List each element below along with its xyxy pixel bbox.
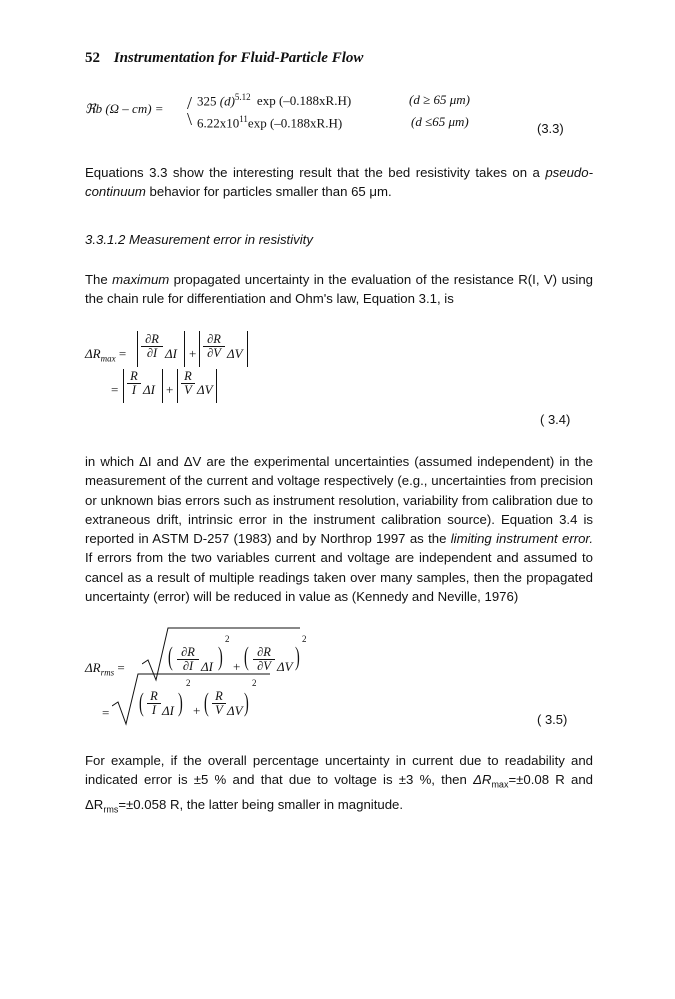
eq35-paren: ) — [177, 688, 183, 717]
eq34-delta-i-2: ΔI — [143, 382, 155, 397]
eq33-line2-condition: (d ≤65 μm) — [411, 114, 469, 129]
paragraph-1: Equations 3.3 show the interesting result that the bed resistivity takes on a pseudo-continuum behavior for particles smaller than 65 μm. — [85, 165, 593, 200]
eq33-lhs: ℜb (Ω – cm) = — [85, 101, 164, 116]
eq33-line1: 325 $(d)^{5.12}$ exp (–0.188xR.H) — [197, 92, 352, 109]
running-header — [85, 50, 363, 67]
eq35-eq2: = — [102, 705, 110, 720]
eq35-square: 2 — [252, 678, 257, 688]
eq34-abs-bar — [177, 369, 178, 403]
section-heading: 3.3.1.2 Measurement error in resistivity — [85, 232, 313, 247]
eq33-brace-lower: \ — [187, 109, 193, 129]
paragraph-3: in which ΔI and ΔV are the experimental uncertainties (assumed independent) in the measurement of the current and voltage respectively (e.g., uncertainties from precision or unknown bias errors such as instrument resolution, variability from calibration due to extraneous drift, intrinsic error in the instrument calibration source). Equation 3.4 is reported in ASTM D-257 (1983) and by Northrop 1997 as the limiting instrument error. If errors from the two variables current and voltage are independent and assumed to cancel as a result of multiple readings taken over many samples, then the propagated uncertainty (error) will be reduced in value as (Kennedy and Neville, 1976) — [85, 454, 594, 605]
eq34-frac-R-I: $\frac{R}{I}$ — [127, 370, 141, 397]
eq35-paren: ( — [203, 688, 209, 717]
eq35-delta-i-2: ΔI — [162, 703, 174, 718]
eq34-abs-bar — [162, 369, 163, 403]
eq35-paren: ) — [294, 642, 300, 671]
eq34-frac-dR-dV: $\frac{\partial R}{\partial V}$ — [203, 333, 225, 360]
eq33-number: (3.3) — [537, 121, 564, 136]
eq34-eq2: = — [111, 382, 119, 397]
eq34-plus-2: + — [166, 382, 174, 397]
eq34-frac-R-V: $\frac{R}{V}$ — [181, 370, 195, 397]
eq35-frac-dR-dV: $\frac{\partial R}{\partial V}$ — [253, 646, 275, 673]
eq35-paren: ( — [167, 642, 173, 671]
paragraph-2: The maximum propagated uncertainty in the evaluation of the resistance R(I, V) using the chain rule for differentiation and Ohm's law, Equation 3.1, is — [85, 272, 593, 307]
eq35-square: 2 — [302, 634, 307, 644]
eq35-frac-dR-dI: $\frac{\partial R}{\partial I}$ — [177, 646, 199, 673]
eq34-lhs: $\Delta R_{max}$ = — [85, 346, 127, 364]
eq34-delta-v: ΔV — [227, 346, 243, 361]
eq35-frac-R-V: $\frac{R}{V}$ — [212, 690, 226, 717]
eq33-brace-upper: / — [187, 93, 193, 113]
eq34-abs-bar — [123, 369, 124, 403]
eq35-square: 2 — [186, 678, 191, 688]
eq35-paren: ) — [217, 642, 223, 671]
eq34-plus: + — [189, 346, 197, 361]
eq35-delta-v-2: ΔV — [227, 703, 243, 718]
eq34-abs-bar — [184, 331, 185, 367]
eq34-delta-v-2: ΔV — [197, 382, 213, 397]
eq34-abs-bar — [247, 331, 248, 367]
page-number: 52 — [85, 50, 100, 66]
eq35-lhs: $\Delta R_{rms}$ = — [85, 660, 125, 678]
eq34-abs-bar — [137, 331, 138, 367]
eq35-paren: ( — [243, 642, 249, 671]
eq34-abs-bar — [216, 369, 217, 403]
eq33-line1-condition: (d ≥ 65 μm) — [409, 92, 470, 107]
eq35-plus-2: + — [193, 703, 201, 718]
paragraph-4: For example, if the overall percentage uncertainty in current due to readability and indicated error is ±5 % and that due to voltage is ±3 %, then $\Delta R_{max}=\pm 0.08$ R and $\Delta R_{rms}=\pm 0.058$ R, the latter being smaller in magnitude. — [85, 753, 594, 815]
eq34-delta-i: ΔI — [165, 346, 177, 361]
eq35-plus: + — [233, 659, 241, 674]
eq35-delta-v: ΔV — [277, 659, 293, 674]
eq35-paren: ) — [243, 688, 249, 717]
eq33-line2: $6.22x10^{11}\exp$ (–0.188xR.H) — [197, 114, 343, 131]
running-title: Instrumentation for Fluid-Particle Flow — [113, 50, 364, 66]
eq35-paren: ( — [138, 688, 144, 717]
eq35-square: 2 — [225, 634, 230, 644]
eq35-frac-R-I: $\frac{R}{I}$ — [147, 690, 161, 717]
eq34-abs-bar — [199, 331, 200, 367]
eq35-number: ( 3.5) — [537, 712, 568, 727]
eq35-delta-i: ΔI — [201, 659, 213, 674]
eq34-number: ( 3.4) — [540, 412, 571, 427]
eq34-frac-dR-dI: $\frac{\partial R}{\partial I}$ — [141, 333, 163, 360]
